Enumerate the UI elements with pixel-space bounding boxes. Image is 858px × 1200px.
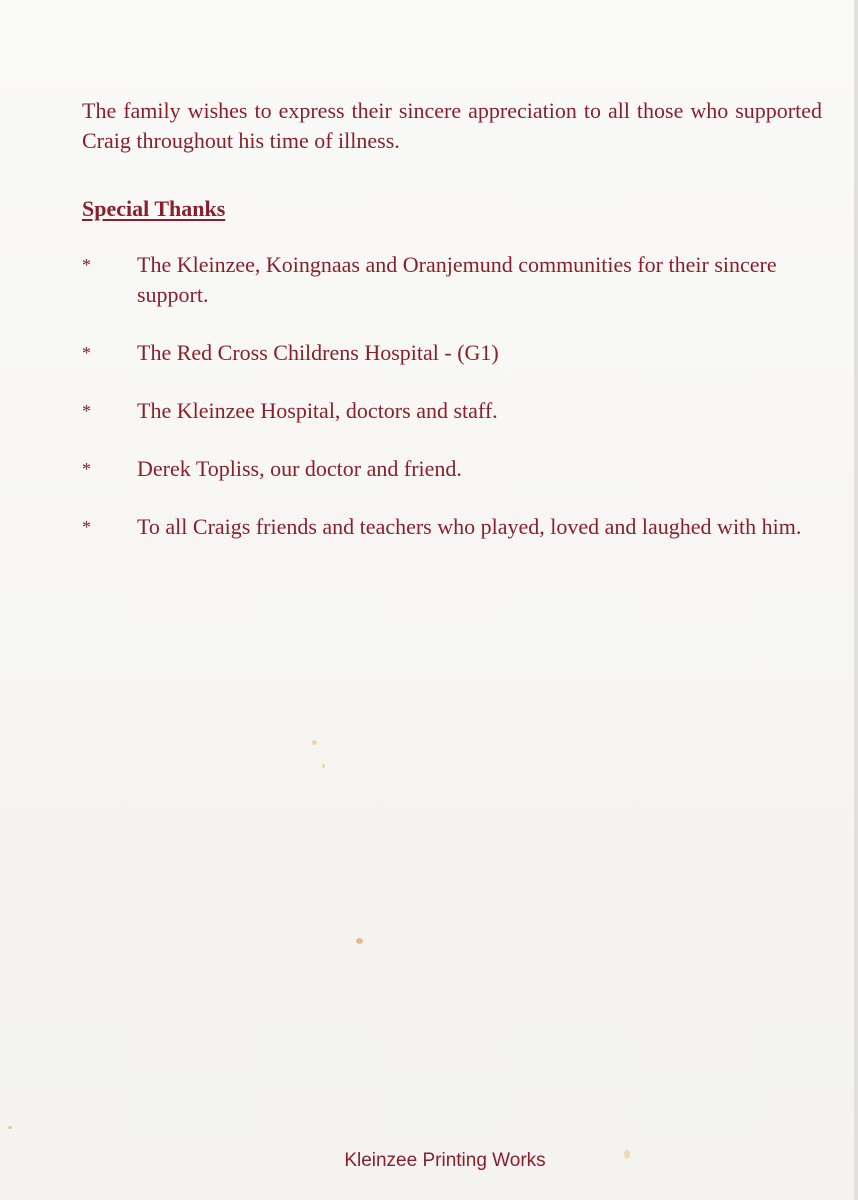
asterisk-bullet-icon: * <box>82 459 91 479</box>
thanks-item <box>82 250 827 310</box>
thanks-item <box>82 396 827 426</box>
special-thanks-heading: Special Thanks <box>82 196 226 221</box>
asterisk-bullet-icon: * <box>82 517 91 537</box>
thanks-item-text: The Red Cross Childrens Hospital - (G1) <box>137 340 499 365</box>
thanks-item <box>82 338 827 368</box>
asterisk-bullet-icon: * <box>82 401 91 421</box>
thanks-item-text: Derek Topliss, our doctor and friend. <box>137 456 462 481</box>
thanks-item-text: The Kleinzee, Koingnaas and Oranjemund communities for their sincere support. <box>137 252 777 307</box>
page-edge <box>854 0 858 1200</box>
asterisk-bullet-icon: * <box>82 343 91 363</box>
thanks-item <box>82 512 827 542</box>
paper-speck <box>356 938 363 944</box>
special-thanks-list <box>82 250 827 570</box>
printer-credit: Kleinzee Printing Works <box>344 1150 546 1171</box>
paper-speck <box>312 740 317 745</box>
appreciation-paragraph: The family wishes to express their sincere appreciation to all those who supported Craig throughout his time of illness. <box>82 98 822 153</box>
thanks-item-text: The Kleinzee Hospital, doctors and staff. <box>137 398 498 423</box>
thanks-item <box>82 454 827 484</box>
thanks-item-text: To all Craigs friends and teachers who played, loved and laughed with him. <box>137 514 802 539</box>
paper-speck <box>8 1126 12 1129</box>
paper-speck <box>322 764 325 768</box>
asterisk-bullet-icon: * <box>82 255 91 275</box>
